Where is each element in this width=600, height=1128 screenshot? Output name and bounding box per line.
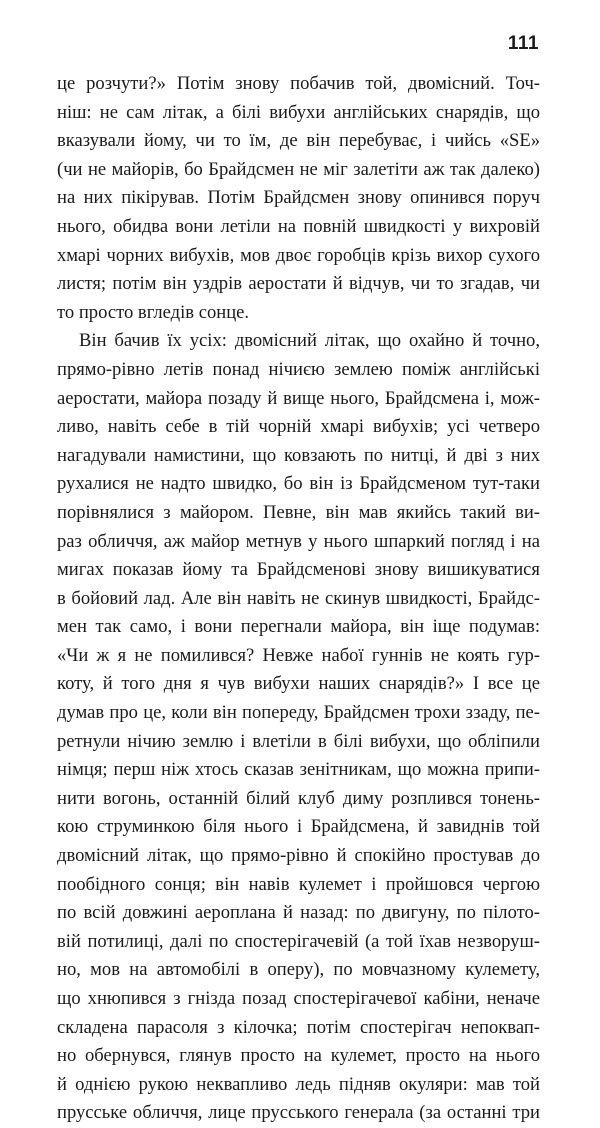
text-line: ретнули нічию землю і влетіли в білі вибухи, що обліпили [57, 730, 540, 752]
text-line: Він бачив їх усіх: двомісний літак, що охайно й точно, [79, 330, 540, 352]
body-text [57, 70, 540, 1128]
text-line: мигах показав йому та Брайдсменові знову вишикуватися [57, 559, 540, 581]
text-line: думав про це, коли він попереду, Брайдсмен трохи ззаду, пе- [57, 702, 540, 724]
text-line: порівнялися з майором. Певне, він мав якийсь такий ви- [57, 501, 540, 523]
page-number: 111 [507, 33, 539, 54]
text-line: вій потилиці, далі по спостерігачевій (а той їхав незворуш- [57, 930, 540, 952]
text-line: прусське обличчя, лице прусського генерала (за останні три [57, 1102, 540, 1124]
text-line: рухалися не надто швидко, бо він із Брайдсменом тут-таки [57, 473, 540, 495]
text-line: листя; потім він уздрів аеростати й відчув, чи то згадав, чи [57, 273, 540, 295]
text-line: пообідного сонця; він навів кулемет і пройшовся чергою [57, 873, 540, 895]
text-line: прямо-рівно летів понад нічиєю землею поміж англійські [57, 358, 540, 380]
text-line: двомісний літак, що прямо-рівно й спокійно простував до [57, 845, 540, 867]
text-line: що хнюпився з гнізда позад спостерігачевої кабіни, неначе [57, 988, 540, 1009]
text-line: нагадували намистини, що ковзають по нитці, й дві з них [57, 444, 540, 466]
text-line: мен так само, і вони перегнали майора, він іще подумав: [57, 616, 540, 638]
text-line: ливо, навіть себе в тій чорній хмарі вибухів; усі четверо [57, 416, 540, 438]
text-line: раз обличчя, аж майор метнув у нього шпаркий погляд і на [57, 530, 540, 552]
text-line: німця; перш ніж хтось сказав зенітникам, що можна припи- [57, 759, 540, 781]
text-line: на них пікірував. Потім Брайдсмен знову опинився поруч [57, 187, 540, 209]
text-line: но обернувся, глянув просто на кулемет, просто на нього [57, 1045, 540, 1067]
text-line: ніш: не сам літак, а білі вибухи англійських снарядів, що [57, 101, 540, 123]
text-line: в бойовий лад. Але він навіть не скинув швидкості, Брайдс- [57, 587, 540, 609]
text-line: но, мов на автомобілі в оперу), по мовчазному кулемету, [57, 959, 540, 981]
text-line: вказували йому, чи то їм, де він перебуває, і чийсь «SE» [57, 130, 540, 152]
text-line: нити вогонь, останній білий клуб диму розплився тонень- [57, 787, 540, 809]
text-line: кою струминкою біля нього і Брайдсмена, й завиднів той [57, 816, 540, 838]
text-line: складена парасоля з кілочка; потім спостерігач непоквап- [57, 1016, 540, 1038]
text-line: по всій довжині аероплана й назад: по двигуну, по пілото- [57, 902, 540, 924]
text-line: й однією рукою неквапливо ледь підняв окуляри: мав той [57, 1073, 540, 1095]
text-line: то просто вгледів сонце. [57, 301, 250, 323]
text-line: хмарі чорних вибухів, мов двоє горобців крізь вихор сухого [57, 244, 540, 266]
text-line: аеростати, майора позаду й вище нього, Брайдсмена і, мож- [57, 387, 540, 409]
text-line: нього, обидва вони летіли на повній швидкості у вихровій [57, 215, 540, 237]
text-line: (чи не майорів, бо Брайдсмен не міг залетіти аж так далеко) [57, 158, 540, 180]
text-line: це розчути?» Потім знову побачив той, двомісний. Точ- [57, 73, 540, 94]
text-line: «Чи ж я не помилився? Невже набої гуннів не коять гур- [57, 644, 540, 666]
text-line: коту, й того дня я чув вибухи наших снарядів?» І все це [57, 673, 540, 695]
